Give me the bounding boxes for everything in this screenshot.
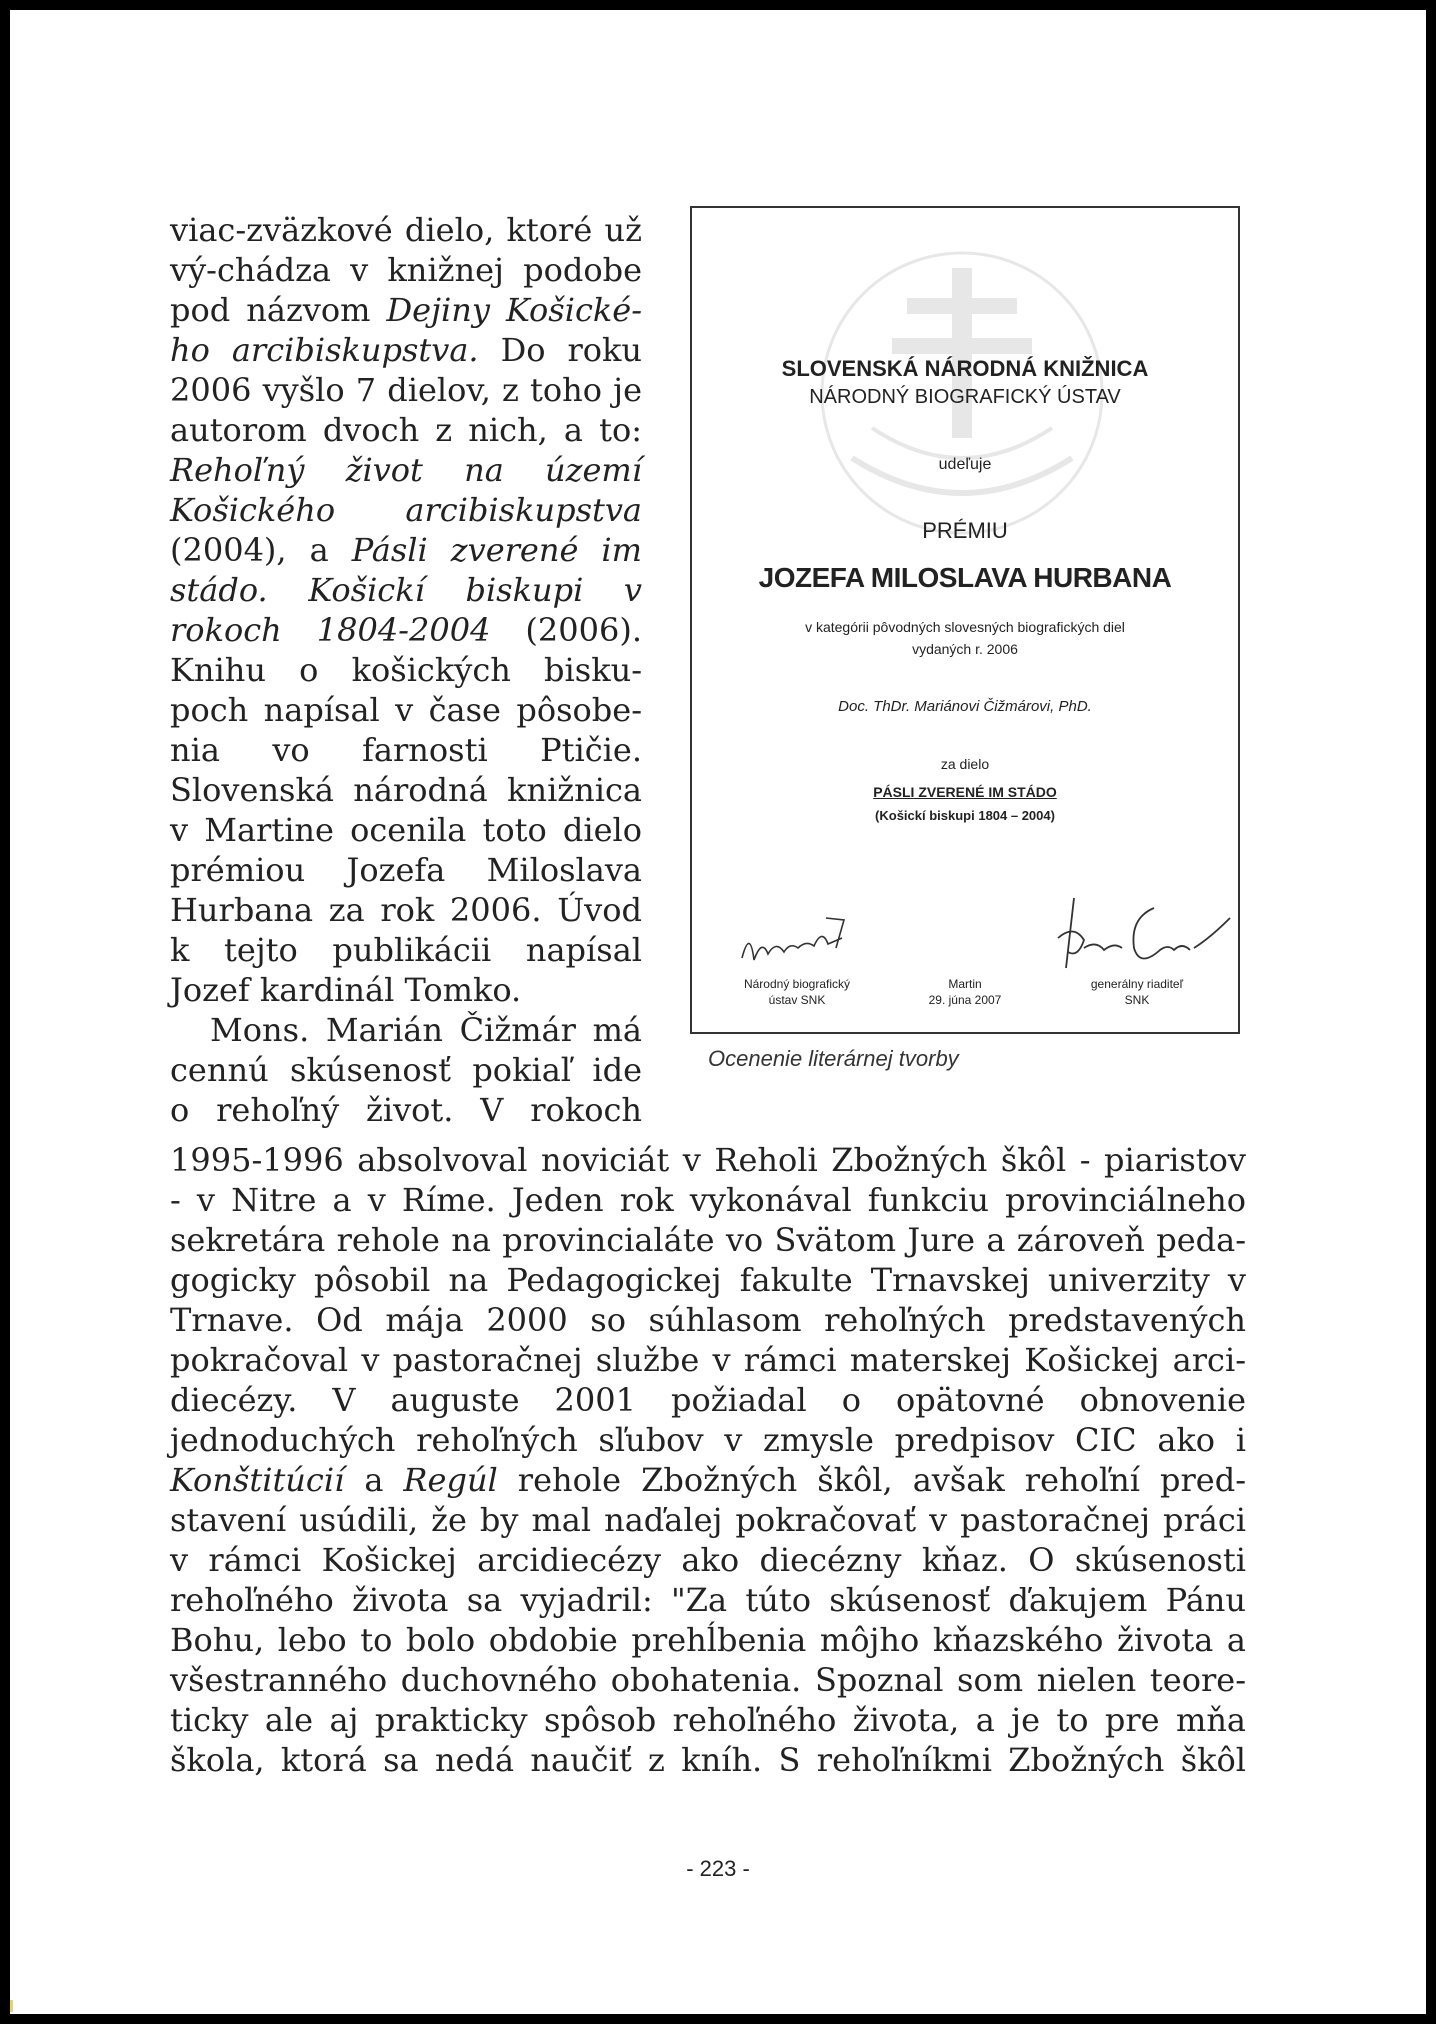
italic-title: stádo. Košickí biskupi v [170, 571, 642, 609]
text-segment: pod názvom [170, 291, 387, 329]
italic-title: ho arcibiskupstva. [170, 331, 479, 369]
footer-line: Národný biografický [743, 977, 851, 991]
text-segment: cennú skúsenosť pokiaľ ide [170, 1051, 642, 1089]
text-segment: - v Nitre a v Ríme. Jeden rok vykonával funkciu provinciálneho [170, 1181, 1246, 1219]
text-line [170, 1140, 1246, 1180]
signature-right [1044, 888, 1234, 978]
text-line [170, 1220, 1246, 1260]
text-line [170, 890, 642, 930]
certificate-award-name: JOZEFA MILOSLAVA HURBANA [758, 562, 1172, 593]
text-segment: Do roku [478, 331, 643, 369]
text-segment: Knihu o košických bisku- [170, 651, 642, 689]
text-segment: Bohu, lebo to bolo obdobie prehĺbenia môjho kňazského života a [170, 1621, 1246, 1659]
certificate-work-subtitle: (Košickí biskupi 1804 – 2004) [875, 808, 1055, 823]
text-segment: Slovenská národná knižnica [170, 771, 642, 809]
text-line [170, 1620, 1246, 1660]
text-line [170, 1090, 642, 1130]
text-line [170, 250, 642, 290]
italic-title: Regúl [403, 1461, 498, 1499]
text-segment: Hurbana za rok 2006. Úvod [170, 891, 642, 929]
text-line [170, 1740, 1246, 1780]
certificate-institute: NÁRODNÝ BIOGRAFICKÝ ÚSTAV [809, 386, 1121, 408]
certificate-footer-left [722, 976, 872, 1008]
text-segment: Trnave. Od mája 2000 so súhlasom rehoľných predstavených [170, 1301, 1246, 1339]
text-segment: všestranného duchovného obohatenia. Spoznal som nielen teore- [170, 1661, 1246, 1699]
figure-caption: Ocenenie literárnej tvorby [708, 1046, 959, 1071]
text-line [170, 1050, 642, 1090]
italic-title: Rehoľný život na území [170, 451, 642, 489]
text-segment: autorom dvoch z nich, a to: [170, 411, 642, 449]
text-segment: 1995-1996 absolvoval noviciát v Reholi Zbožných škôl - piaristov [170, 1141, 1246, 1179]
text-line [170, 570, 642, 610]
text-line [170, 610, 642, 650]
text-line [170, 1700, 1246, 1740]
footer-line: Martin [948, 977, 982, 991]
text-segment: diecézy. V auguste 2001 požiadal o opätovné obnovenie [170, 1381, 1246, 1419]
text-line [170, 1420, 1246, 1460]
certificate-work-title: PÁSLI ZVERENÉ IM STÁDO [873, 784, 1057, 800]
text-line [170, 530, 642, 570]
text-segment: prémiou Jozefa Miloslava [170, 851, 642, 889]
text-segment: k tejto publikácii napísal [170, 931, 642, 969]
certificate-institution: SLOVENSKÁ NÁRODNÁ KNIŽNICA [781, 356, 1149, 381]
scan-mark [10, 2000, 13, 2012]
text-line [170, 810, 642, 850]
text-segment: Mons. Marián Čižmár má [210, 1011, 642, 1049]
italic-title: Konštitúcií [170, 1461, 345, 1499]
text-line [170, 490, 642, 530]
text-line [170, 970, 642, 1010]
certificate-category-line: v kategórii pôvodných slovesných biografických diel [805, 619, 1125, 635]
text-line [170, 1660, 1246, 1700]
text-line [170, 1260, 1246, 1300]
certificate-for-work: za dielo [940, 756, 990, 772]
text-segment: rehole Zbožných škôl, avšak rehoľní pred- [497, 1461, 1246, 1499]
text-line [170, 730, 642, 770]
text-segment: stavení usúdili, že by mal naďalej pokračovať v pastoračnej práci [170, 1501, 1246, 1539]
text-segment: rehoľného života sa vyjadril: "Za túto skúsenosť ďakujem Pánu [170, 1581, 1246, 1619]
text-segment: a [344, 1461, 404, 1499]
left-text-column [170, 210, 642, 1130]
footer-line: 29. júna 2007 [928, 993, 1002, 1007]
award-certificate [690, 206, 1240, 1034]
text-segment: (2006). [490, 611, 643, 649]
text-line [170, 1540, 1246, 1580]
text-segment: ticky ale aj prakticky spôsob rehoľného života, a je to pre mňa [170, 1701, 1246, 1739]
text-line [170, 370, 642, 410]
text-line [170, 850, 642, 890]
text-line [170, 770, 642, 810]
text-segment: Jozef kardinál Tomko. [170, 971, 522, 1009]
text-segment: (2004), a [170, 531, 352, 569]
text-segment: viac-zväzkové dielo, ktoré už [170, 211, 642, 249]
text-line [170, 1340, 1246, 1380]
text-line [170, 1300, 1246, 1340]
text-segment: 2006 vyšlo 7 dielov, z toho je [170, 371, 642, 409]
footer-line: generálny riaditeľ [1090, 977, 1184, 991]
footer-line: SNK [1124, 993, 1150, 1007]
italic-title: Dejiny Košické- [386, 291, 643, 329]
italic-title: rokoch 1804-2004 [170, 611, 491, 649]
footer-line: ústav SNK [768, 993, 826, 1007]
text-segment: nia vo farnosti Ptičie. [170, 731, 642, 769]
text-segment: v Martine ocenila toto dielo [170, 811, 642, 849]
text-line [170, 1460, 1246, 1500]
signature-left [732, 888, 862, 978]
certificate-footer-center [890, 976, 1040, 1008]
certificate-prize-word: PRÉMIU [922, 518, 1008, 543]
text-segment: škola, ktorá sa nedá naučiť z kníh. S rehoľníkmi Zbožných škôl [170, 1741, 1246, 1779]
text-segment: v rámci Košickej arcidiecézy ako diecézny kňaz. O skúsenosti [170, 1541, 1246, 1579]
text-line [170, 210, 642, 250]
text-line [170, 930, 642, 970]
text-line [170, 410, 642, 450]
italic-title: Košického arcibiskupstva [170, 491, 642, 529]
certificate-footer-right [1062, 976, 1212, 1008]
text-line [170, 1580, 1246, 1620]
document-page [10, 10, 1426, 2014]
text-segment: vý-chádza v knižnej podobe [170, 251, 642, 289]
certificate-grants: udeľuje [938, 456, 992, 473]
text-segment: pokračoval v pastoračnej službe v rámci materskej Košickej arci- [170, 1341, 1246, 1379]
text-line [170, 1380, 1246, 1420]
italic-title: Pásli zverené im [351, 531, 643, 569]
text-segment: sekretára rehole na provincialáte vo Svätom Jure a zároveň peda- [170, 1221, 1246, 1259]
page-number: - 223 - [686, 1856, 750, 1881]
text-line [170, 1500, 1246, 1540]
text-line [170, 1180, 1246, 1220]
text-line [170, 290, 642, 330]
text-line [170, 330, 642, 370]
text-line [170, 450, 642, 490]
text-segment: o rehoľný život. V rokoch [170, 1091, 642, 1129]
certificate-category-line: vydaných r. 2006 [912, 641, 1018, 657]
text-segment: jednoduchých rehoľných sľubov v zmysle predpisov CIC ako i [170, 1421, 1246, 1459]
text-line [170, 650, 642, 690]
certificate-recipient: Doc. ThDr. Mariánovi Čižmárovi, PhD. [838, 698, 1092, 715]
text-line [170, 690, 642, 730]
text-segment: gogicky pôsobil na Pedagogickej fakulte Trnavskej univerzity v [170, 1261, 1246, 1299]
text-segment: poch napísal v čase pôsobe- [170, 691, 642, 729]
text-line [170, 1010, 642, 1050]
full-width-text [170, 1140, 1246, 1780]
certificate-category [732, 616, 1198, 660]
